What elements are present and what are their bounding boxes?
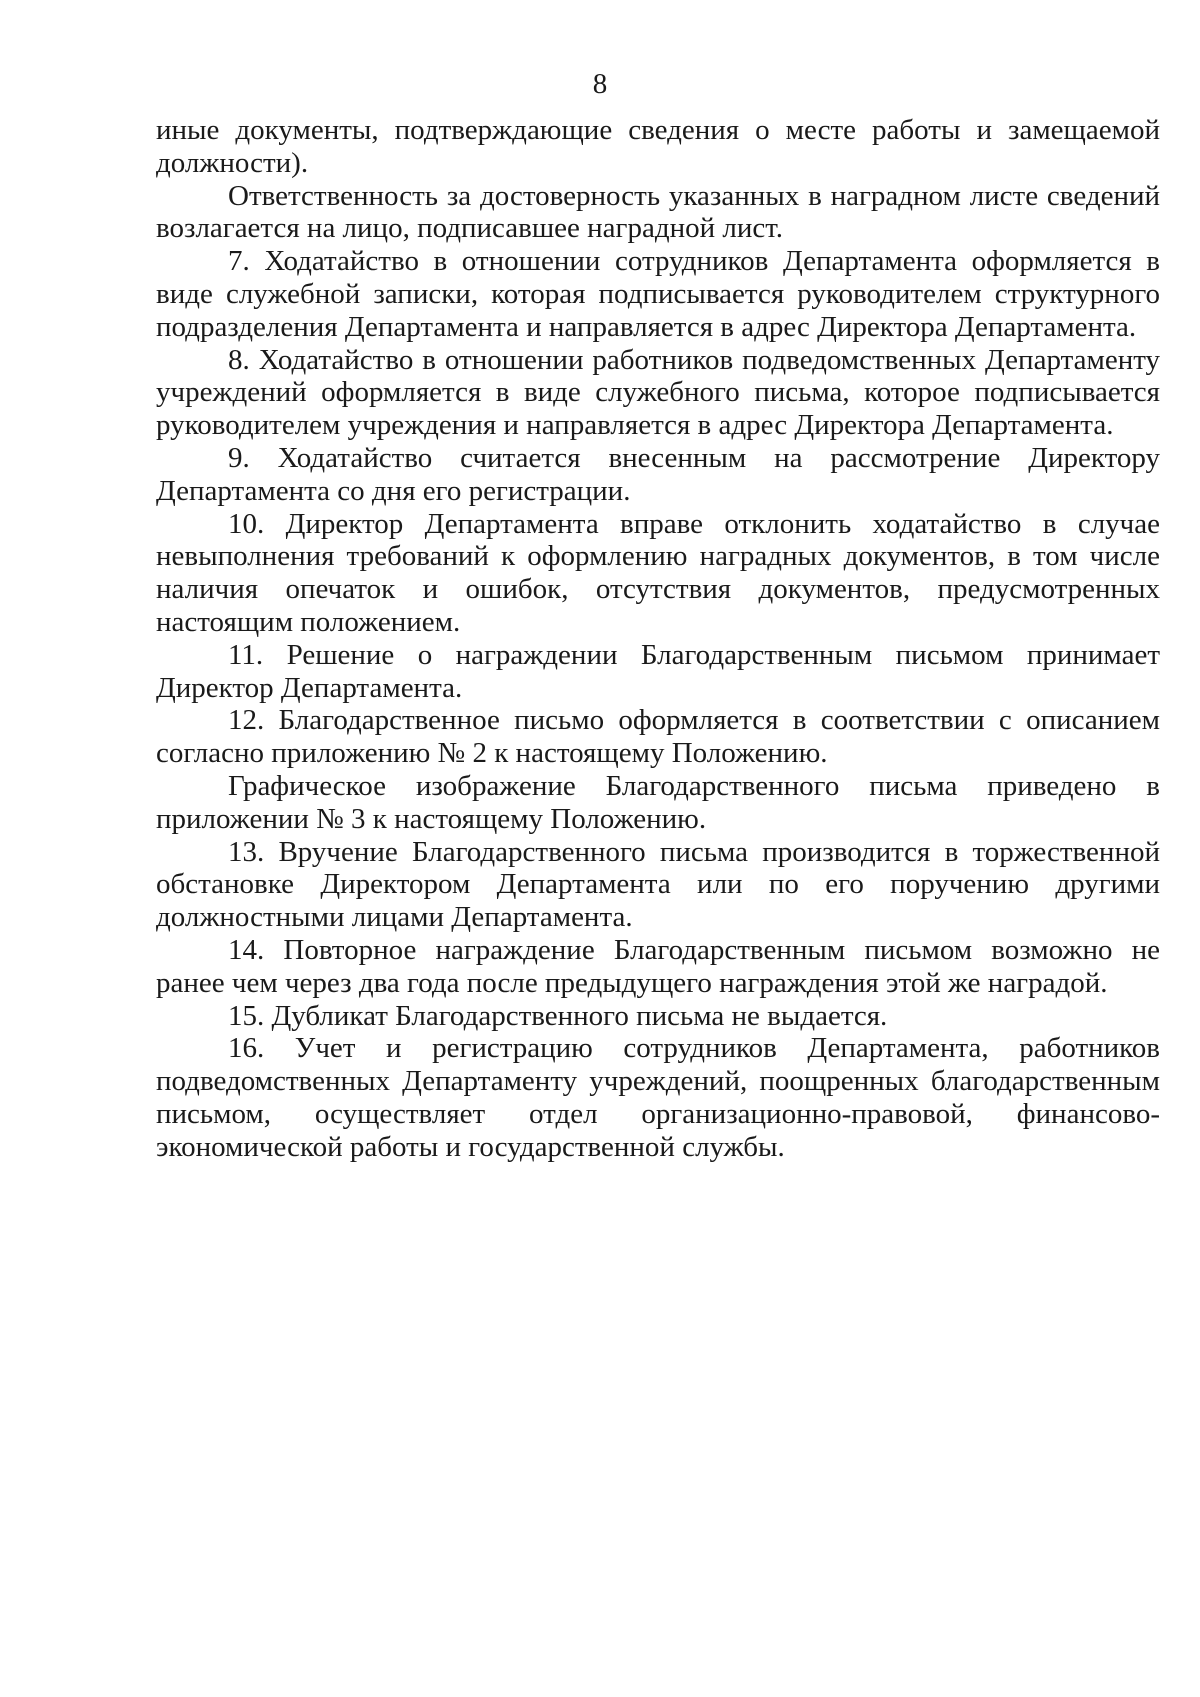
paragraph-item-9: 9. Ходатайство считается внесенным на рассмотрение Директору Департамента со дня его регистрации. <box>156 441 1160 507</box>
paragraph-item-13: 13. Вручение Благодарственного письма производится в торжественной обстановке Директором Департамента или по его поручению другими должностными лицами Департамента. <box>156 835 1160 934</box>
paragraph-item-10: 10. Директор Департамента вправе отклонить ходатайство в случае невыполнения требований к оформлению наградных документов, в том числе наличия опечаток и ошибок, отсутствия документов, предусмотренных настоящим положением. <box>156 507 1160 638</box>
paragraph-item-15: 15. Дубликат Благодарственного письма не выдается. <box>228 999 888 1032</box>
paragraph-item-11: 11. Решение о награждении Благодарственным письмом принимает Директор Департамента. <box>156 638 1160 704</box>
document-body <box>156 114 1160 1164</box>
paragraph-item-16: 16. Учет и регистрацию сотрудников Департамента, работников подведомственных Департаменту учреждений, поощренных благодарственным письмом, осуществляет отдел организационно-правовой, финансово-экономической работы и государственной службы. <box>156 1032 1160 1163</box>
paragraph-item-7: 7. Ходатайство в отношении сотрудников Департамента оформляется в виде служебной записки, которая подписывается руководителем структурного подразделения Департамента и направляется в адрес Директора Департамента. <box>156 245 1160 343</box>
page-number: 8 <box>592 68 608 100</box>
paragraph-item-12: 12. Благодарственное письмо оформляется в соответствии с описанием согласно приложению № 2 к настоящему Положению. <box>156 704 1160 770</box>
paragraph-item-14: 14. Повторное награждение Благодарственным письмом возможно не ранее чем через два года после предыдущего награждения этой же наградой. <box>156 933 1160 999</box>
paragraph-item-8: 8. Ходатайство в отношении работников подведомственных Департаменту учреждений оформляется в виде служебного письма, которое подписывается руководителем учреждения и направляется в адрес Директора Департамента. <box>156 343 1160 442</box>
paragraph-continuation: иные документы, подтверждающие сведения о месте работы и замещаемой должности). <box>156 114 1160 179</box>
paragraph-graphic-image: Графическое изображение Благодарственного письма приведено в приложении № 3 к настоящему Положению. <box>156 769 1160 835</box>
paragraph-responsibility: Ответственность за достоверность указанных в наградном листе сведений возлагается на лицо, подписавшее наградной лист. <box>156 179 1160 245</box>
